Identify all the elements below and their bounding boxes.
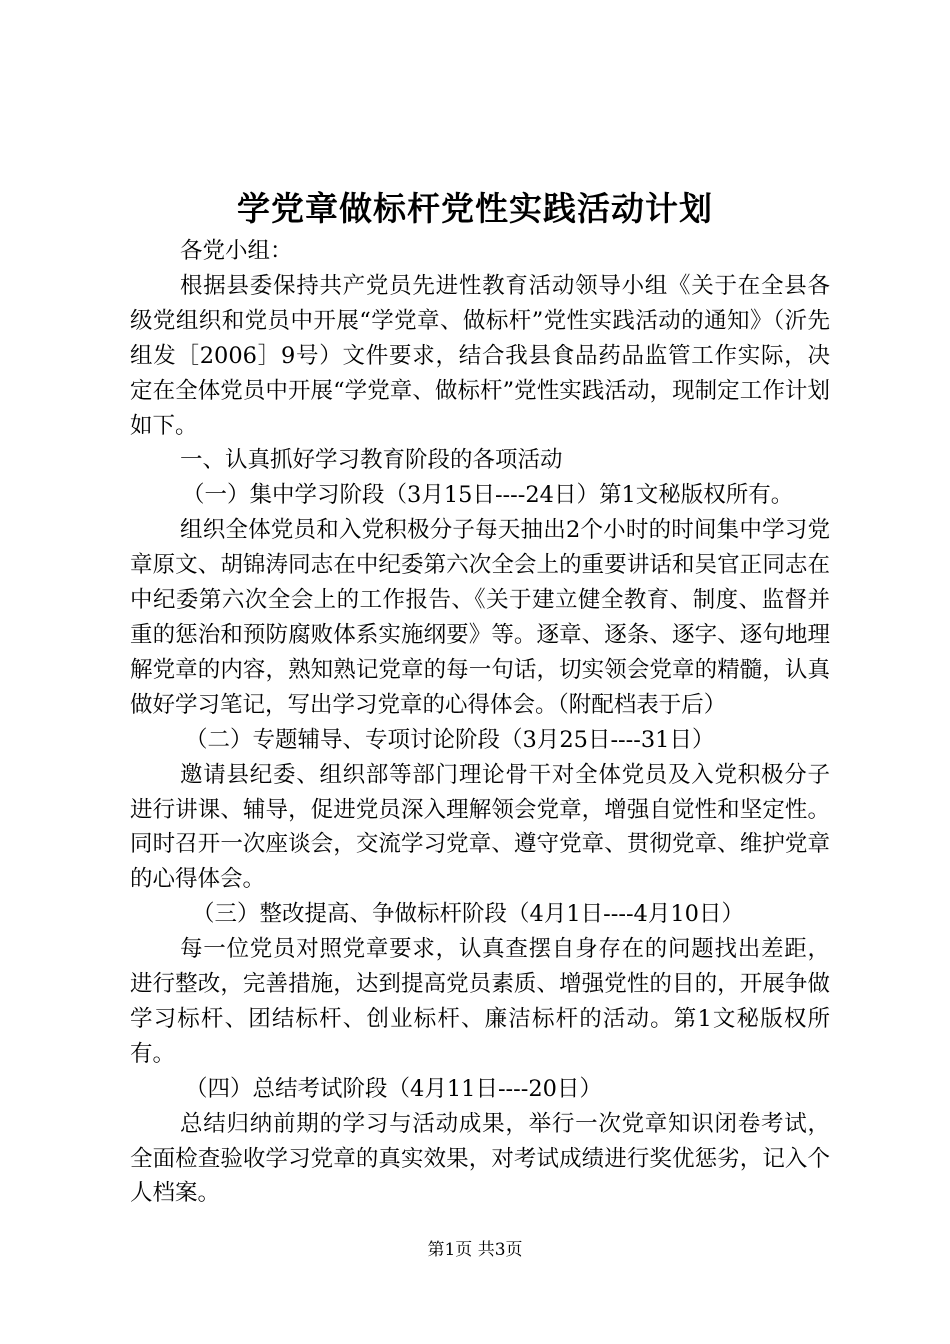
body-paragraph-3: 每一位党员对照党章要求，认真查摆自身存在的问题找出差距，进行整改，完善措施，达到提高党员素质、增强党性的目的，开展争做学习标杆、团结标杆、创业标杆、廉洁标杆的活动。第1文秘版权所有。 — [130, 936, 830, 1067]
salutation: 各党小组： — [180, 238, 293, 264]
subsection-heading-2: （二）专题辅导、专项讨论阶段（3月25日----31日） — [185, 726, 715, 753]
body-paragraph-2: 邀请县纪委、组织部等部门理论骨干对全体党员及入党积极分子进行讲课、辅导，促进党员深入理解领会党章，增强自觉性和坚定性。同时召开一次座谈会，交流学习党章、遵守党章、贯彻党章、维护党章的心得体会。 — [130, 761, 830, 893]
document-title: 学党章做标杆党性实践活动计划 — [237, 189, 713, 228]
subsection-heading-4: （四）总结考试阶段（4月11日----20日） — [185, 1075, 602, 1102]
intro-paragraph: 根据县委保持共产党员先进性教育活动领导小组《关于在全县各级党组织和党员中开展“学党章、做标杆”党性实践活动的通知》（沂先组发［2006］9号）文件要求，结合我县食品药品监管工作实际，决定在全体党员中开展“学党章、做标杆”党性实践活动，现制定工作计划如下。 — [130, 272, 830, 439]
subsection-heading-1: （一）集中学习阶段（3月15日----24日）第1文秘版权所有。 — [182, 482, 794, 509]
page-number: 第1页 共3页 — [427, 1240, 523, 1260]
subsection-heading-3: （三）整改提高、争做标杆阶段（4月1日----4月10日） — [192, 901, 744, 928]
body-paragraph-1: 组织全体党员和入党积极分子每天抽出2个小时的时间集中学习党章原文、胡锦涛同志在中纪委第六次全会上的重要讲话和吴官正同志在中纪委第六次全会上的工作报告、《关于建立健全教育、制度、监督并重的惩治和预防腐败体系实施纲要》等。逐章、逐条、逐字、逐句地理解党章的内容，熟知熟记党章的每一句话，切实领会党章的精髓，认真做好学习笔记，写出学习党章的心得体会。（附配档表于后） — [130, 517, 830, 718]
document-body — [130, 234, 830, 1211]
body-paragraph-4: 总结归纳前期的学习与活动成果，举行一次党章知识闭卷考试，全面检查验收学习党章的真实效果，对考试成绩进行奖优惩劣，记入个人档案。 — [130, 1110, 830, 1207]
section-heading-1: 一、认真抓好学习教育阶段的各项活动 — [180, 447, 563, 474]
